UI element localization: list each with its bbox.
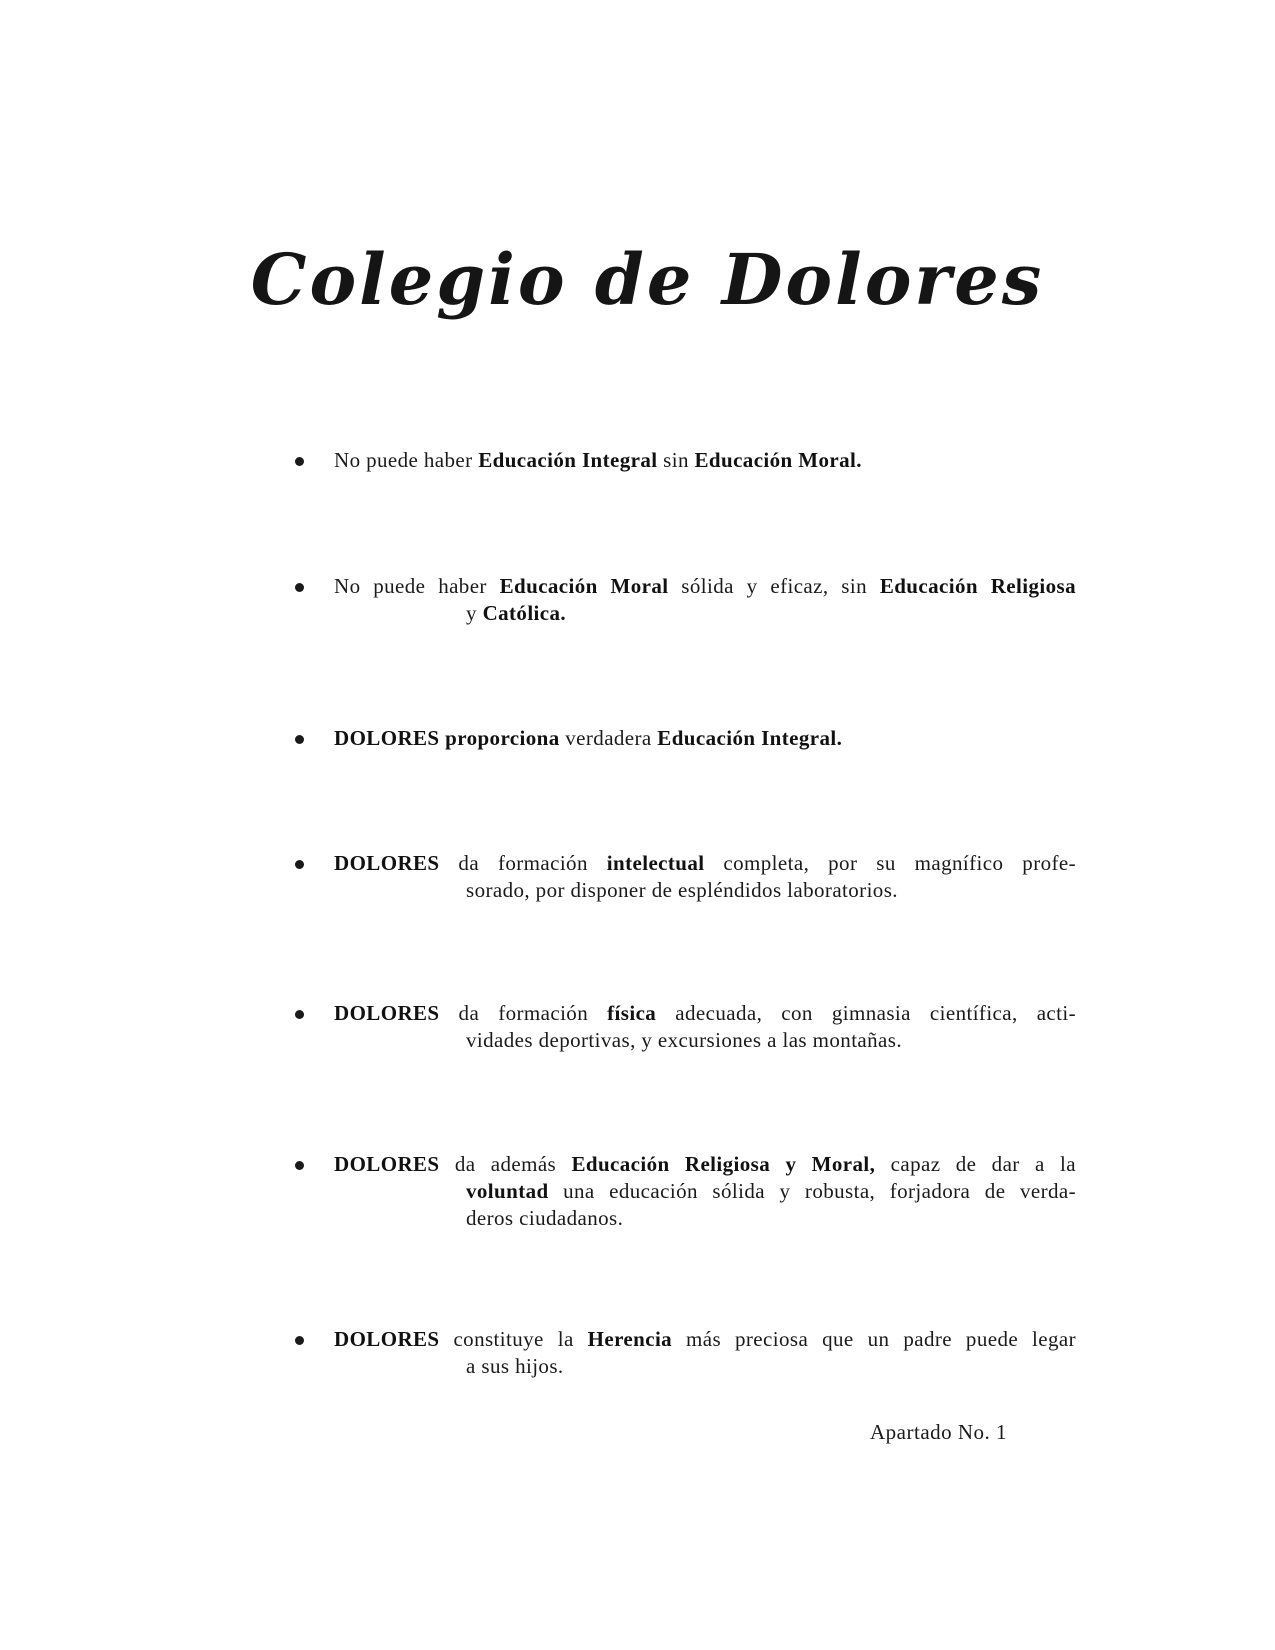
emphasis-text: voluntad	[466, 1179, 549, 1203]
bullet-icon	[295, 457, 304, 466]
item-first-line	[334, 850, 1076, 877]
bullet-icon	[295, 860, 304, 869]
emphasis-text: intelectual	[606, 851, 705, 875]
body-text: una educación sólida y robusta, forjadora de verda-	[548, 1179, 1076, 1203]
item-first-line	[334, 725, 1076, 752]
emphasis-text: Educación Integral.	[657, 726, 843, 750]
emphasis-text: DOLORES	[334, 1327, 440, 1351]
emphasis-text: DOLORES	[334, 1001, 440, 1025]
emphasis-text: DOLORES	[334, 1152, 440, 1176]
body-text: verdadera	[559, 726, 658, 750]
body-text: da además	[439, 1152, 572, 1176]
body-text: más preciosa que un padre puede legar	[672, 1327, 1076, 1351]
bullet-icon	[295, 1336, 304, 1345]
body-text: vidades deportivas, y excursiones a las montañas.	[466, 1028, 902, 1052]
emphasis-text: física	[607, 1001, 657, 1025]
bullet-icon	[295, 1010, 304, 1019]
emphasis-text: Educación Integral	[478, 448, 658, 472]
bullet-icon	[295, 583, 304, 592]
item-continuation	[466, 1027, 1076, 1054]
body-text: da formación	[439, 1001, 608, 1025]
item-continuation	[466, 1178, 1076, 1232]
body-text: sorado, por disponer de espléndidos laboratorios.	[466, 878, 898, 902]
body-text: capaz de dar a la	[875, 1152, 1076, 1176]
body-text: constituye la	[439, 1327, 588, 1351]
body-text: y	[466, 601, 483, 625]
item-continuation	[466, 600, 1076, 627]
item-line	[466, 1353, 1076, 1380]
item-line	[466, 877, 1076, 904]
emphasis-text: DOLORES	[334, 851, 440, 875]
bullet-icon	[295, 1161, 304, 1170]
emphasis-text: Educación Moral.	[694, 448, 862, 472]
body-text: sólida y eficaz, sin	[668, 574, 880, 598]
emphasis-text: Educación Moral	[499, 574, 669, 598]
body-text: No puede haber	[334, 574, 500, 598]
item-line	[466, 1205, 1076, 1232]
body-text: deros ciudadanos.	[466, 1206, 624, 1230]
emphasis-text: Educación Religiosa	[879, 574, 1076, 598]
item-first-line	[334, 1151, 1076, 1178]
emphasis-text: DOLORES proporciona	[334, 726, 560, 750]
item-first-line	[334, 573, 1076, 600]
emphasis-text: Educación Religiosa y Moral,	[571, 1152, 876, 1176]
item-first-line	[334, 1000, 1076, 1027]
emphasis-text: Herencia	[587, 1327, 673, 1351]
page-title: Colegio de Dolores	[250, 238, 1045, 321]
body-text: sin	[657, 448, 695, 472]
body-text: No puede haber	[334, 448, 479, 472]
body-text: completa, por su magnífico profe-	[704, 851, 1077, 875]
item-line	[466, 1027, 1076, 1054]
footer-address: Apartado No. 1	[870, 1420, 1008, 1444]
body-text: da formación	[439, 851, 607, 875]
emphasis-text: Católica.	[482, 601, 567, 625]
item-first-line	[334, 447, 1076, 474]
body-text: a sus hijos.	[466, 1354, 564, 1378]
item-continuation	[466, 877, 1076, 904]
item-line	[466, 1178, 1076, 1205]
item-first-line	[334, 1326, 1076, 1353]
bullet-icon	[295, 735, 304, 744]
item-continuation	[466, 1353, 1076, 1380]
item-line	[466, 600, 1076, 627]
body-text: adecuada, con gimnasia científica, acti-	[656, 1001, 1077, 1025]
